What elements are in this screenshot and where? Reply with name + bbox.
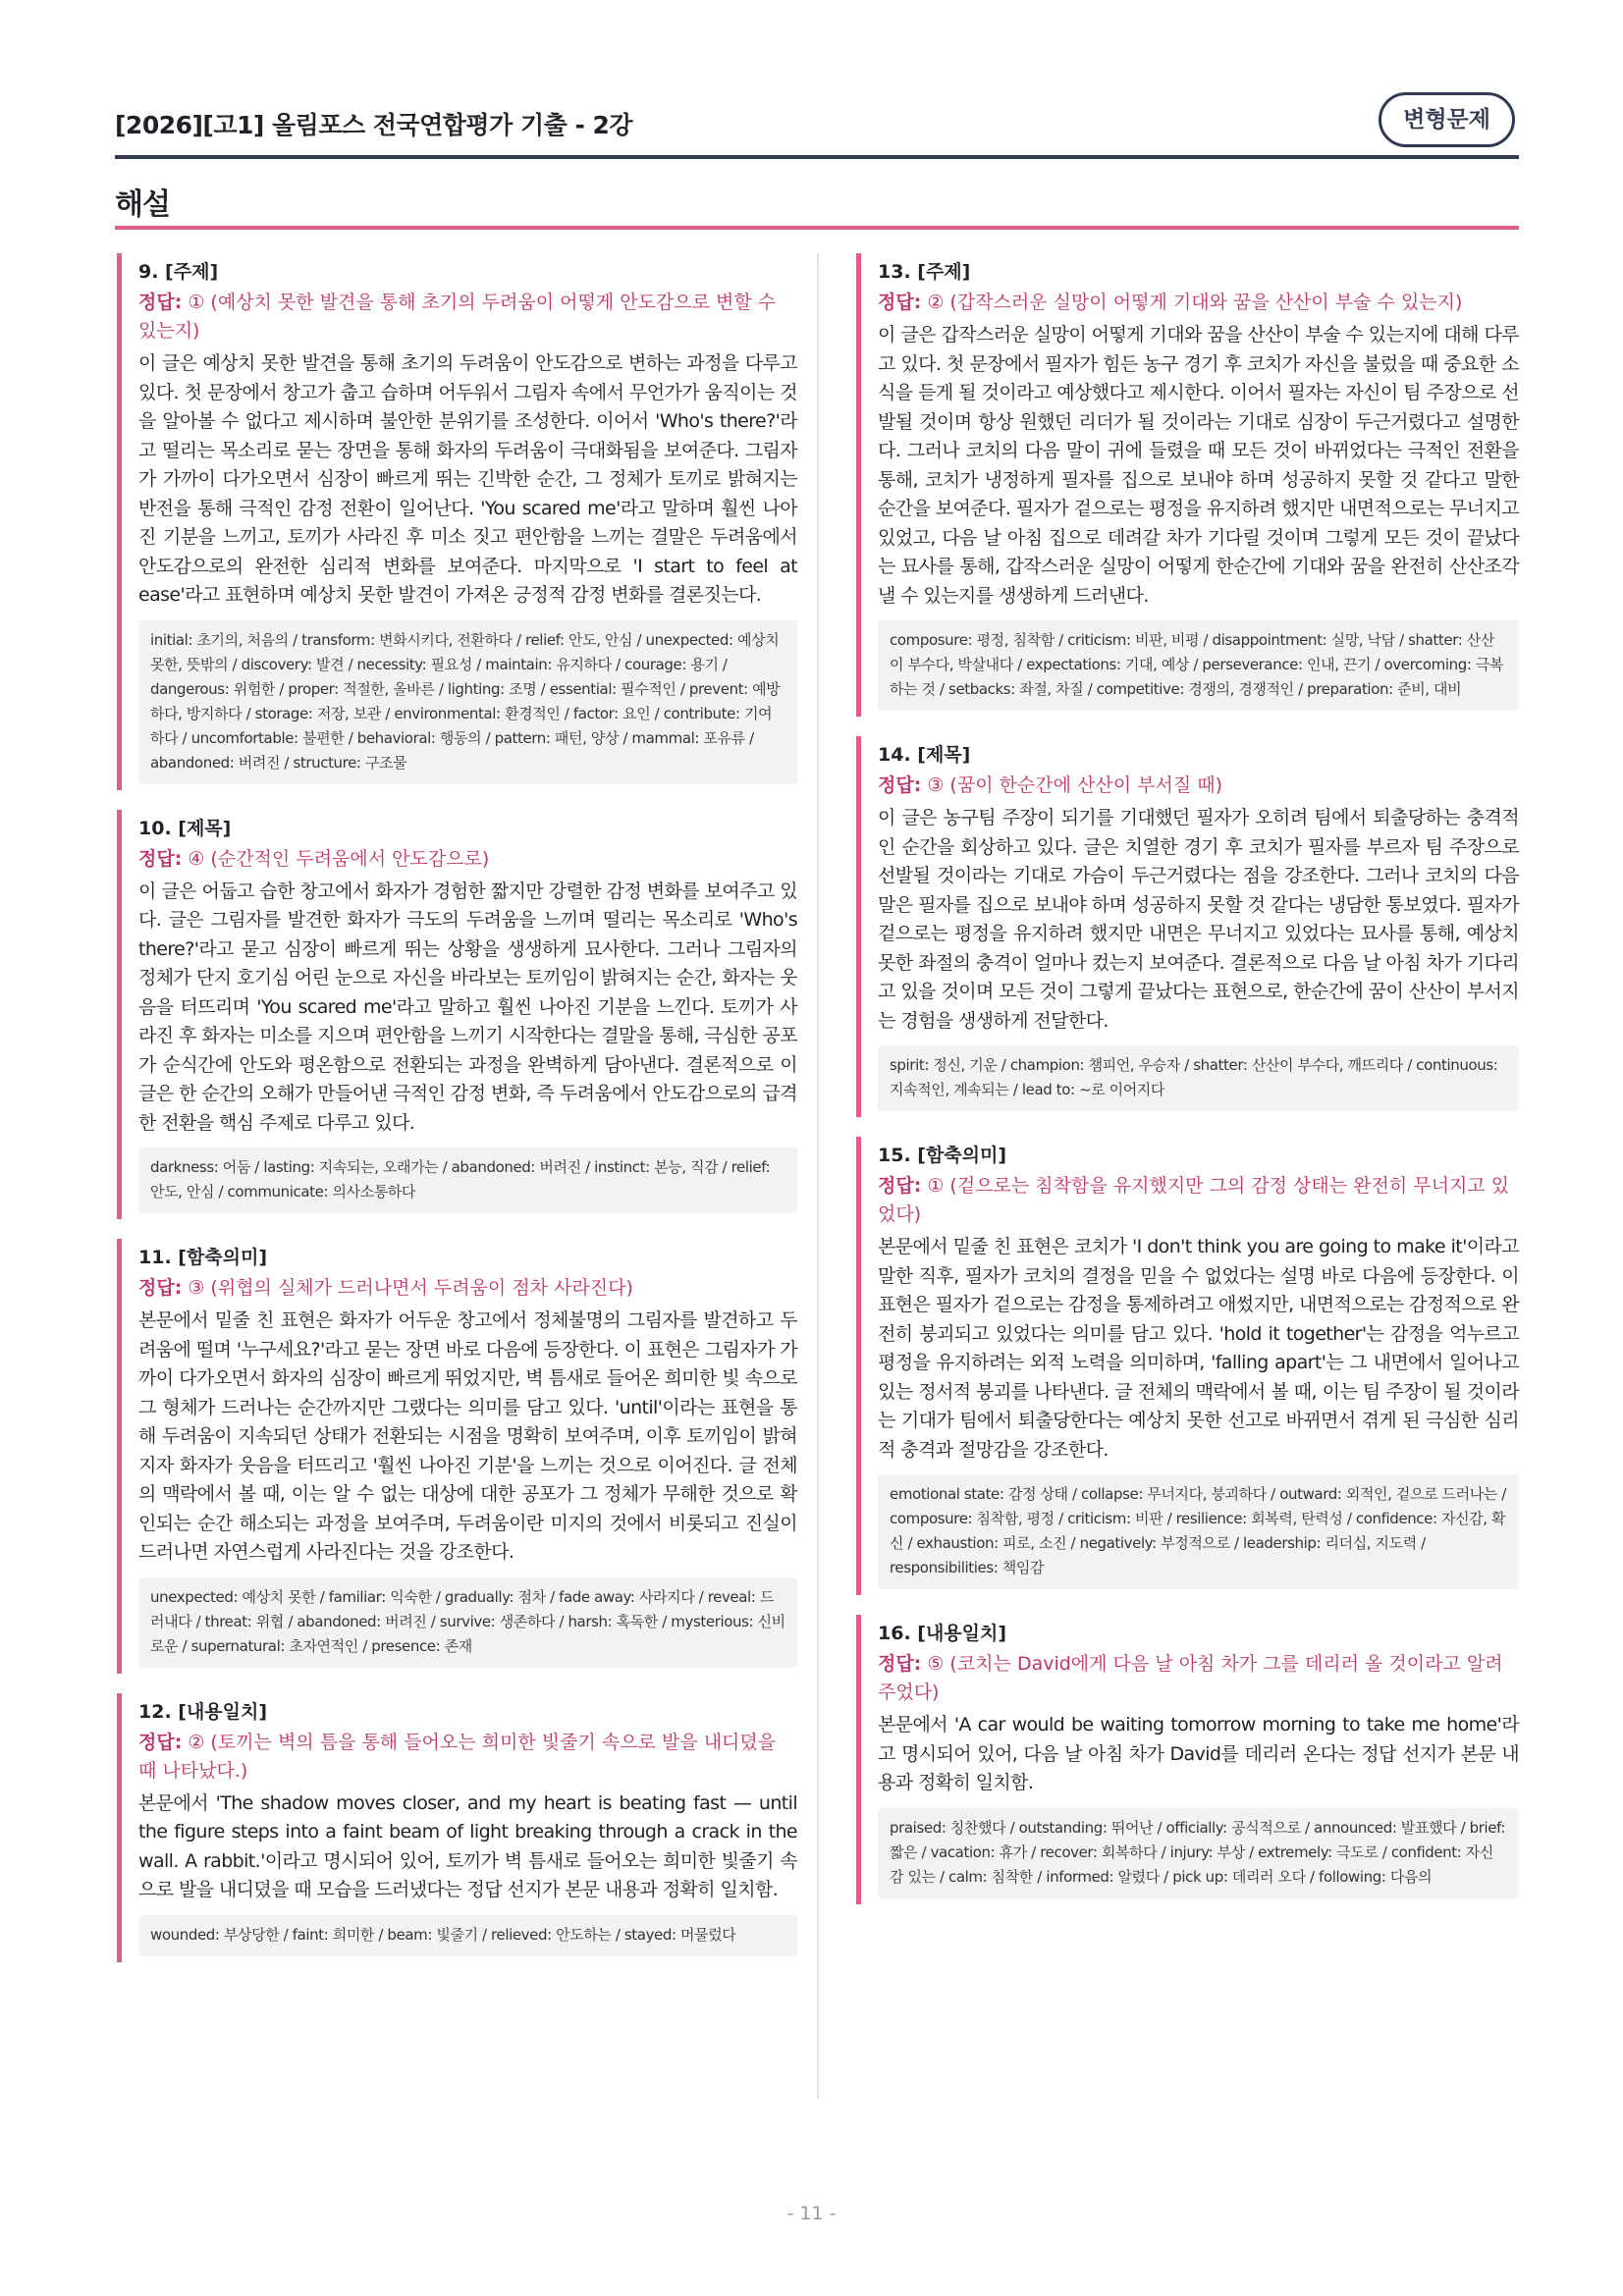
question-answer bbox=[878, 772, 1519, 800]
explanation-text: 이 글은 농구팀 주장이 되기를 기대했던 필자가 오히려 팀에서 퇴출당하는 충격적인 순간을 회상하고 있다. 글은 치열한 경기 후 코치가 필자를 부르자 팀 주장으로 선발될 것이라는 기대로 가슴이 두근거렸다는 점을 강조한다. 그러나 코치의 다음 말은 필자를 집으로 보내야 하며 성공하지 못할 것 같다는 냉담한 통보였다. 필자가 겉으로는 평정을 유지하려 했지만 내면은 무너지고 있었다는 묘사를 통해, 예상치 못한 좌절의 충격이 얼마나 컸는지 보여준다. 결론적으로 다음 날 아침 차가 기다리고 있을 것이며 모든 것이 그렇게 끝났다는 표현으로, 한순간에 꿈이 산산이 부서지는 경험을 생생하게 전달한다. bbox=[878, 807, 1519, 1032]
type-badge: 변형문제 bbox=[1379, 92, 1515, 147]
question-block bbox=[856, 1615, 1519, 1904]
answer-text: ③ (위협의 실체가 드러나면서 두려움이 점차 사라진다) bbox=[188, 1277, 633, 1299]
answer-text: ① (겉으로는 침착함을 유지했지만 그의 감정 상태는 완전히 무너지고 있었다) bbox=[878, 1175, 1510, 1225]
answer-label: 정답: bbox=[878, 1175, 922, 1197]
question-block bbox=[856, 736, 1519, 1117]
question-block bbox=[117, 810, 797, 1220]
answer-text: ④ (순간적인 두려움에서 안도감으로) bbox=[188, 847, 490, 870]
question-title: 16. [내용일치] bbox=[878, 1623, 1007, 1644]
question-title: 11. [함축의미] bbox=[138, 1247, 268, 1268]
question-answer bbox=[878, 1650, 1519, 1707]
question-block bbox=[856, 1137, 1519, 1595]
vocabulary-box: praised: 칭찬했다 / outstanding: 뛰어난 / officially: 공식적으로 / announced: 발표했다 / brief: 짧은 / vacation: 휴가 / recover: 회복하다 / injury: 부상 / extremely: 극도로 / confident: 자신감 있는 / calm: 침착한 / informed: 알렸다 / pick up: 데리러 오다 / following: 다음의 bbox=[878, 1808, 1519, 1898]
answer-text: ③ (꿈이 한순간에 산산이 부서질 때) bbox=[927, 774, 1223, 796]
answer-label: 정답: bbox=[138, 847, 183, 870]
explanation-text: 이 글은 갑작스러운 실망이 어떻게 기대와 꿈을 산산이 부술 수 있는지에 대해 다루고 있다. 첫 문장에서 필자가 힘든 농구 경기 후 코치가 자신을 불렀을 때 중요한 소식을 듣게 될 것이라고 예상했다고 제시한다. 이어서 필자는 자신이 팀 주장으로 선발될 것이며 항상 원했던 리더가 될 것이라는 기대로 심장이 두근거렸다고 설명한다. 그러나 코치의 다음 말이 귀에 들렸을 때 모든 것이 바뀌었다는 극적인 전환을 통해, 코치가 냉정하게 필자를 집으로 보내야 하며 성공하지 못할 것 같다고 말한 순간을 보여준다. 필자가 겉으로는 평정을 유지하려 했지만 내면적으로는 무너지고 있었고, 다음 날 아침 집으로 데려갈 차가 기다릴 것이며 그렇게 모든 것이 끝났다는 묘사를 통해, 갑작스러운 실망이 어떻게 한순간에 기대와 꿈을 완전히 산산조각 낼 수 있는지를 생생하게 드러낸다. bbox=[878, 324, 1519, 607]
vocabulary-box: emotional state: 감정 상태 / collapse: 무너지다, 붕괴하다 / outward: 외적인, 겉으로 드러나는 / composure: 침착함, 평정 / criticism: 비판 / resilience: 회복력, 탄력성 / confidence: 자신감, 확신 / exhaustion: 피로, 소진 / negatively: 부정적으로 / leadership: 리더십, 지도력 / responsibilities: 책임감 bbox=[878, 1474, 1519, 1589]
answer-text: ② (토끼는 벽의 틈을 통해 들어오는 희미한 빛줄기 속으로 발을 내디뎠을 때 나타났다.) bbox=[138, 1731, 777, 1782]
explanation-text: 본문에서 밑줄 친 표현은 화자가 어두운 창고에서 정체불명의 그림자를 발견하고 두려움에 떨며 '누구세요?'라고 묻는 장면 바로 다음에 등장한다. 이 표현은 그림자가 가까이 다가오면서 화자의 심장이 빠르게 뛰었지만, 벽 틈새로 들어온 희미한 빛 속으로 그 형체가 드러나는 순간까지만 그랬다는 의미를 담고 있다. 'until'이라는 표현을 통해 두려움이 지속되던 상태가 전환되는 시점을 명확히 보여주며, 이후 토끼임이 밝혀지자 화자가 웃음을 터뜨리고 '훨씬 나아진 기분'을 느끼는 것으로 이어진다. 글 전체의 맥락에서 볼 때, 이는 알 수 없는 대상에 대한 공포가 그 정체가 무해한 것으로 확인되는 순간 해소되는 과정을 보여주며, 두려움이란 미지의 것에서 비롯되고 진실이 드러나면 자연스럽게 사라진다는 것을 강조한다. bbox=[138, 1309, 797, 1563]
question-title: 10. [제목] bbox=[138, 817, 232, 839]
page-header bbox=[115, 90, 1519, 157]
explanation-text: 본문에서 'The shadow moves closer, and my heart is beating fast — until the figure steps into a faint beam of light breaking through a crack in the wall. A rabbit.'이라고 명시되어 있어, 토끼가 벽 틈새로 들어오는 희미한 빛줄기 속으로 발을 내디뎠을 때 모습을 드러냈다는 정답 선지가 본문 내용과 정확히 일치함. bbox=[138, 1791, 797, 1900]
vocabulary-box: composure: 평정, 침착함 / criticism: 비판, 비평 / disappointment: 실망, 낙담 / shatter: 산산이 부수다, 박살내다 / expectations: 기대, 예상 / perseverance: 인내, 끈기 / overcoming: 극복하는 것 / setbacks: 좌절, 차질 / competitive: 경쟁의, 경쟁적인 / preparation: 준비, 대비 bbox=[878, 620, 1519, 711]
question-title: 12. [내용일치] bbox=[138, 1700, 268, 1723]
question-title: 15. [함축의미] bbox=[878, 1145, 1007, 1166]
question-answer bbox=[138, 845, 797, 874]
section-title: 해설 bbox=[115, 187, 170, 222]
explanation-text: 본문에서 'A car would be waiting tomorrow morning to take me home'라고 명시되어 있어, 다음 날 아침 차가 David를 데리러 온다는 정답 선지가 본문 내용과 정확히 일치함. bbox=[878, 1714, 1519, 1793]
column-divider bbox=[817, 253, 819, 2099]
document-title: [2026][고1] 올림포스 전국연합평가 기출 - 2강 bbox=[115, 111, 633, 139]
answer-text: ① (예상치 못한 발견을 통해 초기의 두려움이 어떻게 안도감으로 변할 수 있는지) bbox=[138, 292, 777, 342]
question-answer bbox=[138, 289, 797, 346]
answer-text: ⑤ (코치는 David에게 다음 날 아침 차가 그를 데리러 올 것이라고 알려주었다) bbox=[878, 1653, 1503, 1703]
header-divider bbox=[115, 155, 1519, 159]
answer-label: 정답: bbox=[878, 1653, 922, 1675]
answer-label: 정답: bbox=[138, 292, 183, 313]
question-title: 14. [제목] bbox=[878, 744, 971, 766]
answer-label: 정답: bbox=[138, 1277, 183, 1299]
vocabulary-box: darkness: 어둠 / lasting: 지속되는, 오래가는 / abandoned: 버려진 / instinct: 본능, 직감 / relief: 안도, 안심 / communicate: 의사소통하다 bbox=[138, 1148, 797, 1213]
vocabulary-box: wounded: 부상당한 / faint: 희미한 / beam: 빛줄기 / relieved: 안도하는 / stayed: 머물렀다 bbox=[138, 1915, 797, 1956]
answer-text: ② (갑작스러운 실망이 어떻게 기대와 꿈을 산산이 부술 수 있는지) bbox=[927, 292, 1463, 313]
explanation-text: 이 글은 예상치 못한 발견을 통해 초기의 두려움이 안도감으로 변하는 과정을 다루고 있다. 첫 문장에서 창고가 춥고 습하며 어두워서 그림자 속에서 무언가가 움직이는 것을 알아볼 수 없다고 제시하며 불안한 분위기를 조성한다. 이어서 'Who's there?'라고 떨리는 목소리로 묻는 장면을 통해 화자의 두려움이 극대화됨을 보여준다. 그림자가 가까이 다가오면서 심장이 빠르게 뛰는 긴박한 순간, 그 정체가 토끼로 밝혀지는 반전을 통해 극적인 감정 전환이 일어난다. 'You scared me'라고 말하며 훨씬 나아진 기분을 느끼고, 토끼가 사라진 후 미소 짓고 편안함을 느끼는 결말은 두려움에서 안도감으로의 완전한 심리적 변화를 보여준다. 마지막으로 'I start to feel at ease'라고 표현하며 예상치 못한 발견이 가져온 긍정적 감정 변화를 결론짓는다. bbox=[138, 352, 797, 606]
page-number: - 11 - bbox=[786, 2203, 837, 2224]
question-title: 13. [주제] bbox=[878, 261, 971, 283]
section-divider bbox=[115, 226, 1519, 230]
vocabulary-box: spirit: 정신, 기운 / champion: 챔피언, 우승자 / shatter: 산산이 부수다, 깨뜨리다 / continuous: 지속적인, 계속되는 / lead to: ~로 이어지다 bbox=[878, 1045, 1519, 1111]
answer-label: 정답: bbox=[878, 292, 922, 313]
left-column bbox=[117, 253, 797, 1982]
vocabulary-box: initial: 초기의, 처음의 / transform: 변화시키다, 전환하다 / relief: 안도, 안심 / unexpected: 예상치 못한, 뜻밖의 / discovery: 발견 / necessity: 필요성 / maintain: 유지하다 / courage: 용기 / dangerous: 위험한 / proper: 적절한, 올바른 / lighting: 조명 / essential: 필수적인 / prevent: 예방하다, 방지하다 / storage: 저장, 보관 / environmental: 환경적인 / factor: 요인 / contribute: 기여하다 / uncomfortable: 불편한 / behavioral: 행동의 / pattern: 패턴, 양상 / mammal: 포유류 / abandoned: 버려진 / structure: 구조물 bbox=[138, 620, 797, 784]
question-answer bbox=[138, 1274, 797, 1303]
vocabulary-box: unexpected: 예상치 못한 / familiar: 익숙한 / gradually: 점차 / fade away: 사라지다 / reveal: 드러내다 / threat: 위협 / abandoned: 버려진 / survive: 생존하다 / harsh: 혹독한 / mysterious: 신비로운 / supernatural: 초자연적인 / presence: 존재 bbox=[138, 1577, 797, 1668]
question-answer bbox=[138, 1729, 797, 1786]
question-answer bbox=[878, 1172, 1519, 1229]
question-block bbox=[117, 1239, 797, 1674]
right-column bbox=[856, 253, 1519, 1924]
answer-label: 정답: bbox=[138, 1731, 183, 1753]
question-block bbox=[117, 253, 797, 790]
explanation-text: 이 글은 어둡고 습한 창고에서 화자가 경험한 짧지만 강렬한 감정 변화를 보여주고 있다. 글은 그림자를 발견한 화자가 극도의 두려움을 느끼며 떨리는 목소리로 'Who's there?'라고 묻고 심장이 빠르게 뛰는 상황을 생생하게 묘사한다. 그러나 그림자의 정체가 단지 호기심 어린 눈으로 자신을 바라보는 토끼임이 밝혀지는 순간, 화자는 웃음을 터뜨리며 'You scared me'라고 말하고 훨씬 나아진 기분을 느낀다. 토끼가 사라진 후 화자는 미소를 지으며 편안함을 느끼기 시작한다는 결말을 통해, 극심한 공포가 순식간에 안도와 평온함으로 전환되는 과정을 완벽하게 담아낸다. 결론적으로 이 글은 한 순간의 오해가 만들어낸 극적인 감정 변화, 즉 두려움에서 안도감으로의 급격한 전환을 핵심 주제로 다루고 있다. bbox=[138, 880, 797, 1134]
question-block bbox=[856, 253, 1519, 717]
explanation-text: 본문에서 밑줄 친 표현은 코치가 'I don't think you are going to make it'이라고 말한 직후, 필자가 코치의 결정을 믿을 수 없었다는 설명 바로 다음에 등장한다. 이 표현은 필자가 겉으로는 감정을 통제하려고 애썼지만, 내면적으로는 감정적으로 완전히 붕괴되고 있었다는 의미를 담고 있다. 'hold it together'는 감정을 억누르고 평정을 유지하려는 외적 노력을 의미하며, 'falling apart'는 그 내면에서 일어나고 있는 정서적 붕괴를 나타낸다. 글 전체의 맥락에서 볼 때, 이는 팀 주장이 될 것이라는 기대가 팀에서 퇴출당한다는 예상치 못한 선고로 바뀌면서 겪게 된 극심한 심리적 충격과 절망감을 강조한다. bbox=[878, 1236, 1519, 1461]
question-answer bbox=[878, 289, 1519, 317]
question-block bbox=[117, 1693, 797, 1962]
question-title: 9. [주제] bbox=[138, 261, 219, 283]
answer-label: 정답: bbox=[878, 774, 922, 796]
